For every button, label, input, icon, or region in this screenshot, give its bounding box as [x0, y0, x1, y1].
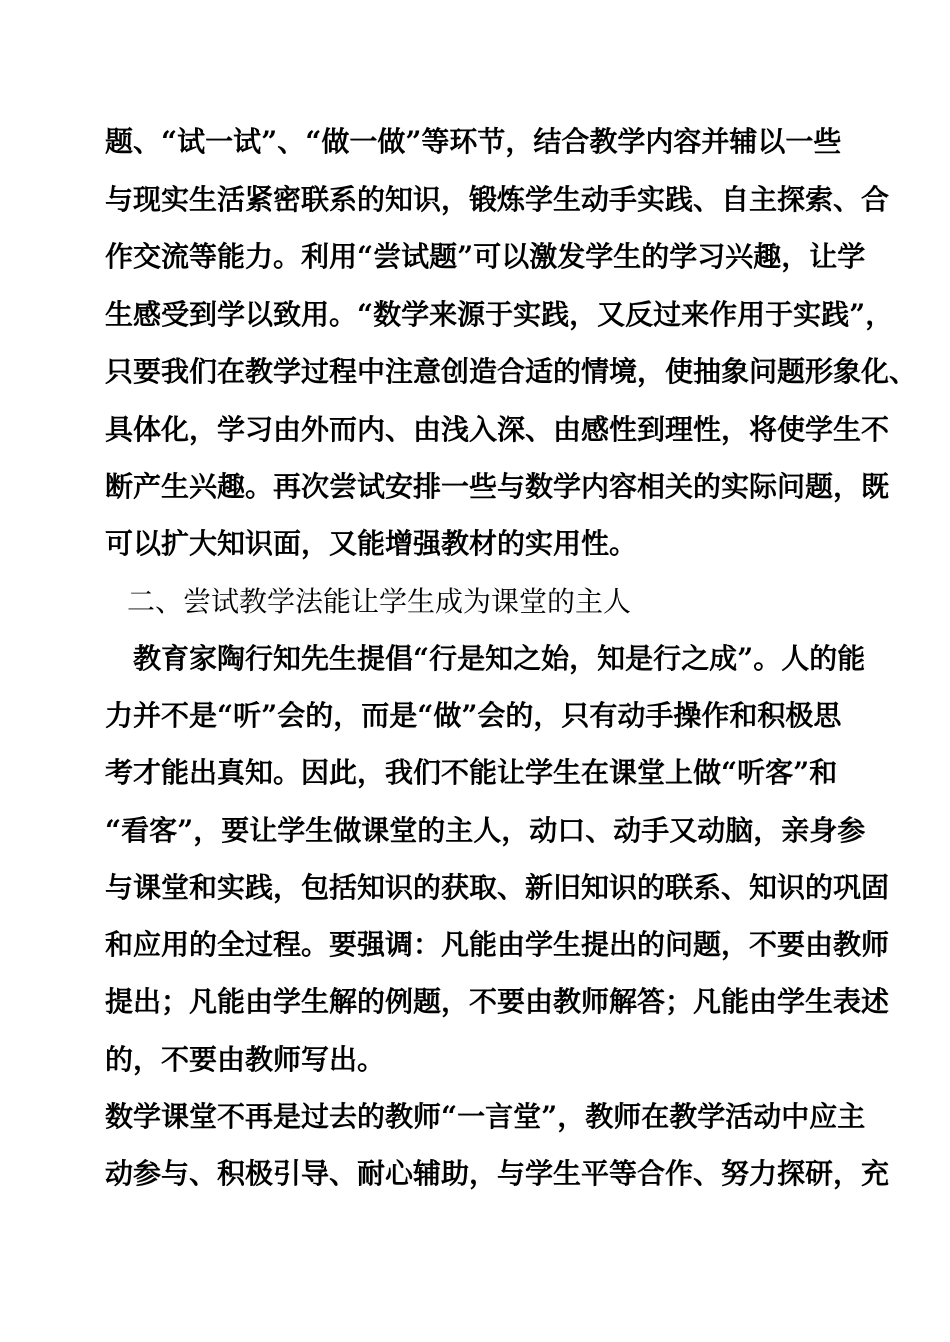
paragraph-line: “看客”，要让学生做课堂的主人，动口、动手又动脑，亲身参 — [105, 814, 866, 847]
paragraph-line: 题、“试一试”、“做一做”等环节，结合教学内容并辅以一些 — [105, 125, 842, 158]
paragraph-line: 断产生兴趣。再次尝试安排一些与数学内容相关的实际问题，既 — [105, 470, 890, 503]
paragraph-line: 生感受到学以致用。“数学来源于实践，又反过来作用于实践”， — [105, 298, 894, 331]
paragraph-line: 教育家陶行知先生提倡“行是知之始，知是行之成”。人的能 — [133, 642, 866, 675]
paragraph-line: 与课堂和实践，包括知识的获取、新旧知识的联系、知识的巩固 — [105, 871, 890, 904]
paragraph-line: 考才能出真知。因此，我们不能让学生在课堂上做“听客”和 — [105, 756, 838, 789]
paragraph-line: 与现实生活紧密联系的知识，锻炼学生动手实践、自主探索、合 — [105, 183, 890, 216]
paragraph-line: 力并不是“听”会的，而是“做”会的，只有动手操作和积极思 — [105, 699, 842, 732]
paragraph-line: 可以扩大知识面，又能增强教材的实用性。 — [105, 527, 638, 560]
paragraph-line: 数学课堂不再是过去的教师“一言堂”，教师在教学活动中应主 — [105, 1100, 866, 1133]
paragraph-line: 提出；凡能由学生解的例题，不要由教师解答；凡能由学生表述 — [105, 985, 890, 1018]
paragraph-line: 和应用的全过程。要强调：凡能由学生提出的问题，不要由教师 — [105, 928, 890, 961]
section-heading: 二、尝试教学法能让学生成为课堂的主人 — [127, 585, 632, 618]
paragraph-line: 只要我们在教学过程中注意创造合适的情境，使抽象问题形象化、 — [105, 355, 918, 388]
paragraph-line: 的，不要由教师写出。 — [105, 1043, 386, 1076]
paragraph-line: 动参与、积极引导、耐心辅助，与学生平等合作、努力探研，充 — [105, 1157, 890, 1190]
paragraph-line: 作交流等能力。利用“尝试题”可以激发学生的学习兴趣，让学 — [105, 240, 866, 273]
paragraph-line: 具体化，学习由外而内、由浅入深、由感性到理性，将使学生不 — [105, 413, 890, 446]
